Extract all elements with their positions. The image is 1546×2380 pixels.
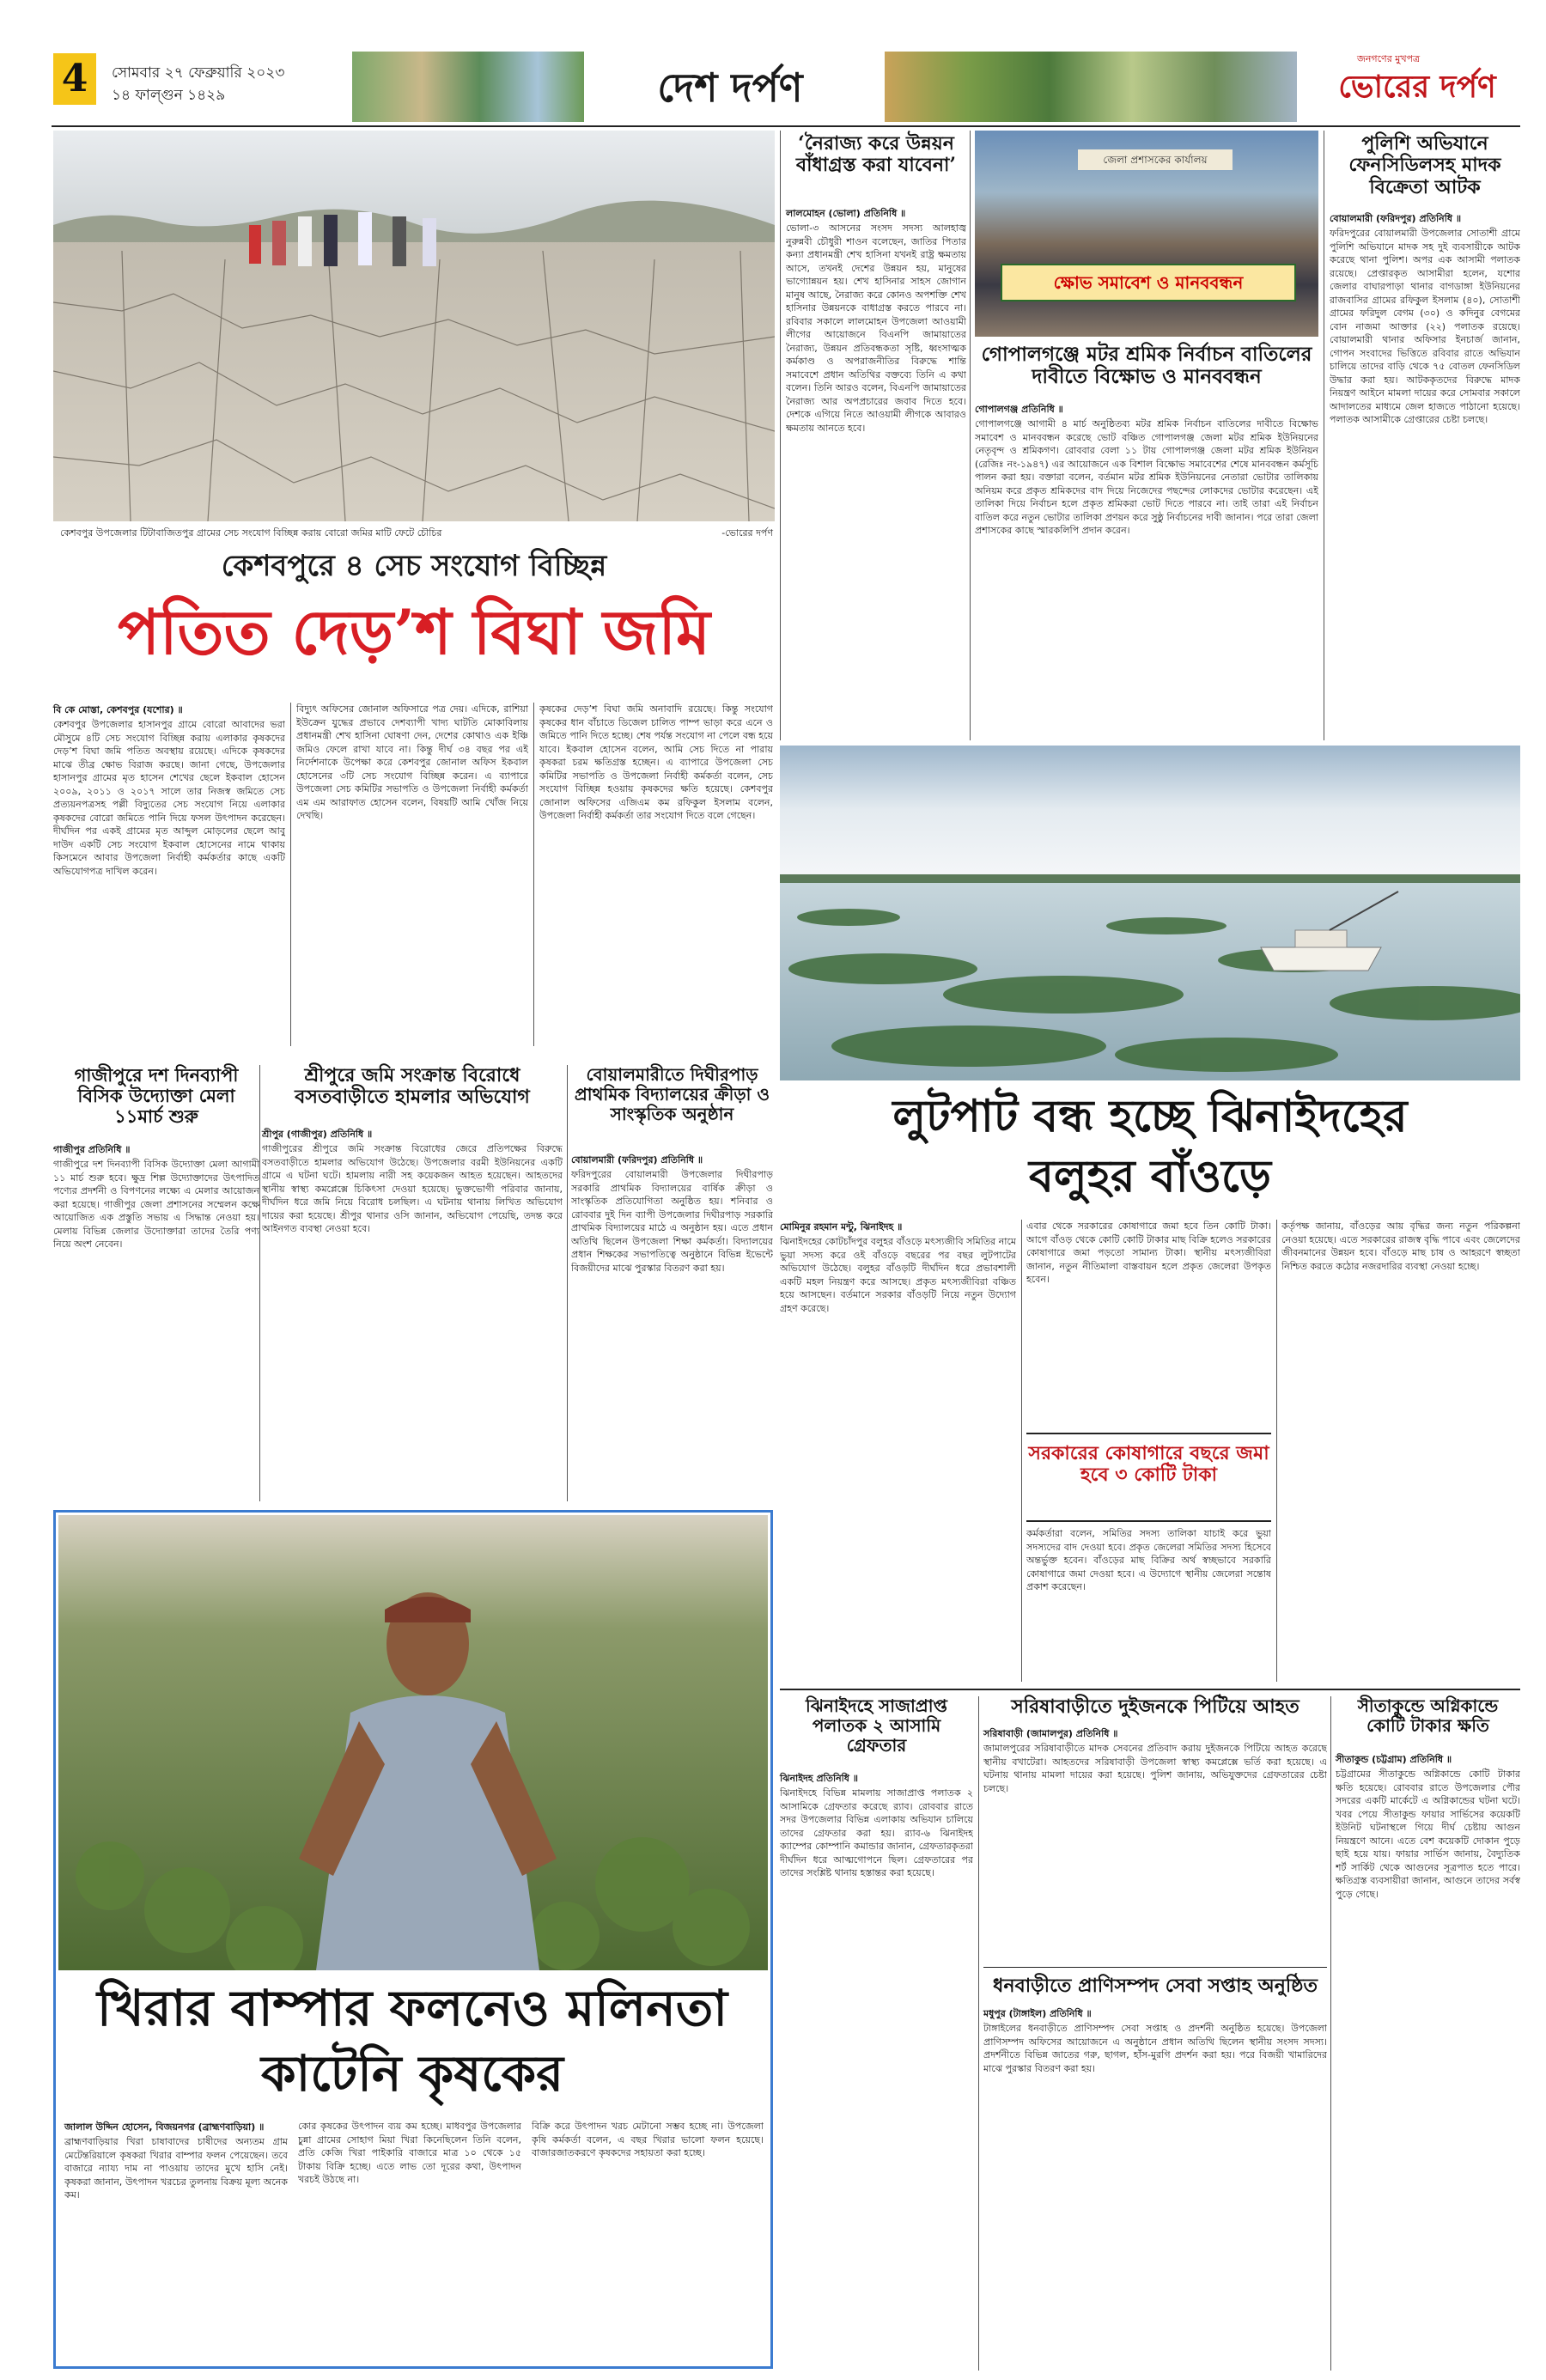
unnayan-byline: লালমোহন (ভোলা) প্রতিনিধি ॥ — [786, 208, 906, 219]
top-photo — [53, 131, 775, 521]
lead-divider-1 — [290, 703, 291, 1046]
boalmari-headline: বোয়ালমারীতে দিঘীরপাড় প্রাথমিক বিদ্যালয়ের ক্রীড়া ও সাংস্কৃতিক অনুষ্ঠান — [574, 1064, 770, 1124]
header-photo-strip-left — [352, 52, 584, 122]
mid-divider-2 — [567, 1065, 568, 1501]
lead-kicker: কেশবপুরে ৪ সেচ সংযোগ বিচ্ছিন্ন — [221, 549, 607, 583]
gopalganj-body: গোপালগঞ্জে আগামী ৪ মার্চ অনুষ্ঠিতব্য মটর শ্রমিক নির্বাচন বাতিলের দাবীতে বিক্ষোভ সমাবেশ ও মানববন্ধন করেছে ভোট বঞ্চিত গোপালগঞ্জ জেলা মটর শ্রমিক ইউনিয়নের নেতৃবৃন্দ ও শ্রমিকগণ। রোববার বেলা ১১ টায় গোপালগঞ্জ জেলা মটর শ্রমিক ইউনিয়ন (রেজিঃ নং-১৯৪৭) এর আয়োজনে এক বিশাল বিক্ষোভ সমাবেশের শেষে মানববন্ধন কর্মসূচি পালন করা হয়। বক্তারা বলেন, বর্তমান মটর শ্রমিক ইউনিয়নের নেতারা ভোটার তালিকায় অনিয়ম করে প্রকৃত শ্রমিকদের বাদ দিয়ে নিজেদের পছন্দের লোকদের ভোটার করেছেন। এই তালিকা দিয়ে নির্বাচন হলে প্রকৃত শ্রমিকরা ভোট দিতে পারবে না। তাই তারা এই নির্বাচন বাতিল করে নতুন ভোটার তালিকা প্রণয়ন করে সুষ্ঠু নির্বাচনের দাবী জানান। পরে তারা জেলা প্রশাসকের কাছে স্মারকলিপি প্রদান করেন। — [975, 418, 1318, 536]
sharishabari-headline: সরিষাবাড়ীতে দুইজনকে পিটিয়ে আহত — [1011, 1695, 1299, 1718]
boalmari-body: ফরিদপুরের বোয়ালমারী উপজেলার দিঘীরপাড় সরকারি প্রাথমিক বিদ্যালয়ের বার্ষিক ক্রীড়া ও সাংস্কৃতিক প্রতিযোগিতা অনুষ্ঠিত হয়। শনিবার ও রোববার দুই দিন ব্যাপী উপজেলার দিঘীরপাড় সরকারি প্রাথমিক বিদ্যালয়ের মাঠে এ অনুষ্ঠান হয়। এতে প্রধান অতিথি ছিলেন উপজেলা শিক্ষা কর্মকর্তা। বিদ্যালয়ের প্রধান শিক্ষকের সভাপতিত্বে অনুষ্ঠানে বিভিন্ন ইভেন্টে বিজয়ীদের মাঝে পুরস্কার বিতরণ করা হয়। — [571, 1169, 773, 1274]
unnayan-body: ভোলা-৩ আসনের সংসদ সদস্য আলহাজ্ব নুরুন্নবী চৌধুরী শাওন বলেছেন, জাতির পিতার কন্যা প্রধানমন্ত্রী শেখ হাসিনা যখনই রাষ্ট্র ক্ষমতায় আসে, তখনই দেশের উন্নয়ন হয়, মানুষের ভাগ্যোন্নয়ন হয়। শেখ হাসিনার সাহস জোগান মানুষ আছে, নৈরাজ্য করে কোনও অপশক্তি শেখ হাসিনার উন্নয়নকে বাধাগ্রস্ত করতে পারবে না। রবিবার সকালে লালমোহন উপজেলা আওয়ামী লীগের আয়োজনে বিএনপি জামায়াতের নৈরাজ্য, উন্নয়ন প্রতিবন্ধকতা সৃষ্টি, ধ্বংসাত্মক কর্মকাণ্ড ও অপরাজনীতির বিরুদ্ধে শান্তি সমাবেশে প্রধান অতিথির বক্তব্যে তিনি এ কথা বলেন। তিনি আরও বলেন, বিএনপি জামায়াতের নৈরাজ্য আর অপপ্রচারের জবাব দিতে হবে। দেশকে এগিয়ে নিতে আওয়ামী লীগকে আবারও ক্ষমতায় আনতে হবে। — [786, 222, 966, 434]
page-header — [0, 0, 1546, 129]
boat-photo — [780, 746, 1520, 1080]
col-divider-top-1 — [780, 131, 781, 740]
sitakunda-body: চট্টগ্রামের সীতাকুন্ডে অগ্নিকান্ডে কোটি টাকার ক্ষতি হয়েছে। রোববার রাতে উপজেলার পৌর সদরের একটি মার্কেটে এ অগ্নিকান্ডের ঘটনা ঘটে। খবর পেয়ে সীতাকুন্ড ফায়ার সার্ভিসের কয়েকটি ইউনিট ঘটনাস্থলে গিয়ে দীর্ঘ চেষ্টায় আগুন নিয়ন্ত্রণে আনে। এতে বেশ কয়েকটি দোকান পুড়ে ছাই হয়ে যায়। ফায়ার সার্ভিস জানায়, বৈদ্যুতিক শর্ট সার্কিট থেকে আগুনের সূত্রপাত হতে পারে। ক্ষতিগ্রস্ত ব্যবসায়ীরা জানান, আগুনে তাদের সর্বস্ব পুড়ে গেছে। — [1336, 1768, 1520, 1900]
date-line-1: সোমবার ২৭ ফেব্রুয়ারি ২০২৩ — [112, 64, 285, 82]
khira-col-3: বিক্রি করে উৎপাদন খরচ মেটানো সম্ভব হচ্ছে না। উপজেলা কৃষি কর্মকর্তা বলেন, এ বছর খিরার ভালো ফলন হয়েছে। বাজারজাতকরণে কৃষকদের সহায়তা করা হচ্ছে। — [532, 2121, 764, 2158]
page-number: 4 — [53, 53, 96, 105]
dhanbari-byline: মধুপুর (টাঙ্গাইল) প্রতিনিধি ॥ — [983, 2008, 1092, 2019]
farmer-photo — [58, 1515, 768, 1970]
baor-lake-image — [780, 746, 1520, 1080]
khira-col-2: কাের কৃষকের উৎপাদন ব্যয় কম হচ্ছে। মাধবপুর উপজেলার চুন্না গ্রামের সোহাগ মিয়া খিরা কিনেছিলেন তিনি বলেন, প্রতি কেজি খিরা পাইকারি বাজারে মাত্র ১০ থেকে ১৫ টাকায় বিক্রি হচ্ছে। এতে লাভ তো দূরের কথা, উৎপাদন খরচই উঠছে না। — [298, 2121, 521, 2185]
unnayan-headline: ‘নৈরাজ্য করে উন্নয়ন বাঁধাগ্রস্ত করা যাবেনা’ — [795, 132, 957, 177]
baor-headline-1: লুটপাট বন্ধ হচ্ছে ঝিনাইদহের — [892, 1090, 1408, 1142]
section-title: দেশ দর্পণ — [657, 64, 803, 111]
baor-col-1: ঝিনাইদহের কোটচাঁদপুর বলুহর বাঁওড়ে মৎস্যজীবি সমিতির নামে ভুয়া সদস্য করে ওই বাঁওড়ে বছরের পর বছর লুটপাটের অভিযোগ উঠেছে। বলুহর বাঁওড়টি দীর্ঘদিন ধরে প্রভাবশালী একটি মহল নিয়ন্ত্রণ করে আসছে। প্রকৃত মৎস্যজীবিরা বঞ্চিত হয়ে আসছেন। বর্তমানে সরকার বাঁওড়টি নিয়ে নতুন উদ্যোগ গ্রহণ করেছে। — [780, 1236, 1016, 1314]
mid-divider-1 — [259, 1065, 260, 1501]
baor-boxed-headline — [1026, 1433, 1271, 1522]
sharishabari-body: জামালপুরের সরিষাবাড়ীতে মাদক সেবনের প্রতিবাদ করায় দুইজনকে পিটিয়ে আহত করেছে স্থানীয় বখাটেরা। আহতদের সরিষাবাড়ী উপজেলা স্বাস্থ্য কমপ্লেক্সে ভর্তি করা হয়েছে। এ ঘটনায় থানায় মামলা দায়ের করা হয়েছে। পুলিশ জানায়, অভিযুক্তদের গ্রেফতারের চেষ্টা চলছে। — [983, 1743, 1327, 1794]
col-divider-top-2 — [970, 131, 971, 740]
arrest-headline: ঝিনাইদহে সাজাপ্রাপ্ত পলাতক ২ আসামি গ্রেফতার — [806, 1695, 947, 1756]
baor-byline: মোমিনুর রহমান মন্টু, ঝিনাইদহ ॥ — [780, 1221, 903, 1233]
khira-byline: জালাল উদ্দিন হোসেন, বিজয়নগর (ব্রাহ্মণবাড়িয়া) ॥ — [64, 2121, 265, 2133]
khira-col-1: ব্রাহ্মণবাড়িয়ার খিরা চাষাবাদের চাষীদের অন্যতম গ্রাম মেটেন্তরিয়ালে কৃষকরা খিরার বাম্পার ফলন পেয়েছেন। তবে বাজারে ন্যায্য দাম না পাওয়ায় তাদের মুখে হাসি নেই। কৃষকরা জানান, উৎপাদন খরচের তুলনায় বিক্রয় মূল্য অনেক কম। — [64, 2136, 288, 2200]
gopalganj-byline: গোপালগঞ্জ প্রতিনিধি ॥ — [975, 404, 1063, 415]
gopalganj-headline: গোপালগঞ্জে মটর শ্রমিক নির্বাচন বাতিলের দাবীতে বিক্ষোভ ও মানববন্ধন — [981, 343, 1312, 389]
sreepur-headline: শ্রীপুরে জমি সংক্রান্ত বিরোধে বসতবাড়ীতে হামলার অভিযোগ — [295, 1064, 530, 1109]
gopalganj-photo-banner-top: জেলা প্রশাসকের কার্যালয় — [1078, 149, 1233, 170]
date-line-2: ১৪ ফাল্গুন ১৪২৯ — [112, 87, 226, 104]
sreepur-body: গাজীপুরের শ্রীপুরে জমি সংক্রান্ত বিরোধের জেরে প্রতিপক্ষের বিরুদ্ধে বসতবাড়ীতে হামলার অভিযোগ উঠেছে। উপজেলার বরমী ইউনিয়নের একটি গ্রামে এ ঘটনা ঘটে। হামলায় নারী সহ কয়েকজন আহত হয়েছেন। আহতদের স্থানীয় স্বাস্থ্য কমপ্লেক্সে চিকিৎসা দেওয়া হয়েছে। ভুক্তভোগী পরিবার জানায়, দীর্ঘদিন ধরে জমি নিয়ে বিরোধ চলছিল। এ ঘটনায় থানায় লিখিত অভিযোগ দায়ের করা হয়েছে। শ্রীপুর থানার ওসি জানান, অভিযোগ পেয়েছি, তদন্ত করে আইনগত ব্যবস্থা নেওয়া হবে। — [262, 1143, 563, 1234]
police-headline: পুলিশি অভিযানে ফেনসিডিলসহ মাদক বিক্রেতা আটক — [1348, 132, 1501, 198]
lower-rule — [780, 1689, 1520, 1690]
gopalganj-photo-banner: ক্ষোভ সমাবেশ ও মানববন্ধন — [1001, 264, 1296, 301]
lead-divider-2 — [533, 703, 534, 1046]
header-rule — [52, 125, 1520, 127]
baor-divider-2 — [1276, 1220, 1277, 1682]
dhanbari-body: টাঙ্গাইলের ধনবাড়ীতে প্রাণিসম্পদ সেবা সপ্তাহ ও প্রদর্শনী অনুষ্ঠিত হয়েছে। উপজেলা প্রাণিসম্পদ অফিসের আয়োজনে এ অনুষ্ঠানে প্রধান অতিথি ছিলেন স্থানীয় সংসদ সদস্য। প্রদর্শনীতে বিভিন্ন জাতের গরু, ছাগল, হাঁস-মুরগি প্রদর্শন করা হয়। পরে বিজয়ী খামারিদের মাঝে পুরস্কার বিতরণ করা হয়। — [983, 2023, 1327, 2074]
top-photo-caption: কেশবপুর উপজেলার টিটাবাজিতপুর গ্রামের সেচ সংযোগ বিচ্ছিন্ন করায় বোরো জমির মাটি ফেটে চৌচির — [60, 527, 442, 539]
arrest-body: ঝিনাইদহে বিভিন্ন মামলায় সাজাপ্রাপ্ত পলাতক ২ আসামিকে গ্রেফতার করেছে র‌্যাব। রোববার রাতে সদর উপজেলার বিভিন্ন এলাকায় অভিযান চালিয়ে তাদের গ্রেফতার করা হয়। র‌্যাব-৬ ঝিনাইদহ ক্যাম্পের কোম্পানি কমান্ডার জানান, গ্রেফতারকৃতরা দীর্ঘদিন ধরে আত্মগোপনে ছিল। গ্রেফতারের পর তাদের সংশ্লিষ্ট থানায় হস্তান্তর করা হয়েছে। — [780, 1787, 973, 1878]
baor-col-2b: কর্মকর্তারা বলেন, সমিতির সদস্য তালিকা যাচাই করে ভুয়া সদস্যদের বাদ দেওয়া হবে। প্রকৃত জেলেরা সমিতির সদস্য হিসেবে অন্তর্ভুক্ত হবেন। বাঁওড়ের মাছ বিক্রির অর্থ স্বচ্ছভাবে সরকারি কোষাগারে জমা দেওয়া হবে। এ উদ্যোগে স্থানীয় জেলেরা সন্তোষ প্রকাশ করেছেন। — [1026, 1528, 1271, 1592]
sharishabari-byline: সরিষাবাড়ী (জামালপুর) প্রতিনিধি ॥ — [983, 1728, 1118, 1739]
header-photo-strip-right — [885, 52, 1297, 122]
sitakunda-byline: সীতাকুন্ড (চট্টগ্রাম) প্রতিনিধি ॥ — [1336, 1754, 1452, 1765]
lead-byline: বি কে মোস্তা, কেশবপুর (যশোর) ॥ — [53, 704, 183, 715]
lead-col-3: কৃষকের দেড়’শ বিঘা জমি অনাবাদি রয়েছে। কিন্তু সংযোগ কৃষকের ধান বাঁচাতে ডিজেল চালিত পাম্প ভাড়া করে এনে ও জমিতে পানি দিতে হচ্ছে। শেষ পর্যন্ত সংযোগ না পেলে বন্ধ হয়ে যাবে। ইকবাল হোসেন বলেন, আমি সেচ দিতে না পারায় কৃষকরা চরম ক্ষতিগ্রস্ত হচ্ছেন। এ ব্যাপারে উপজেলা সেচ কমিটির সভাপতি ও উপজেলা নির্বাহী কর্মকর্তা বলেন, সেচ সংযোগ বিচ্ছিন্ন হওয়ায় কৃষকদের ক্ষতি হয়েছে। কেশবপুর জোনাল অফিসের এজিএম কম রফিকুল ইসলাম বলেন, উপজেলা নির্বাহী কর্মকর্তা তার সংযোগ দিতে বলে গেছেন। — [539, 703, 773, 821]
police-body: ফরিদপুরের বোয়ালমারী উপজেলার সোতাশী গ্রামে পুলিশি অভিযানে মাদক সহ দুই ব্যবসায়ীকে আটক করেছে থানা পুলিশ। অপর এক আসামী পলাতক রয়েছে। প্রেপ্তারকৃত আসামীরা হলেন, যশোর জেলার বাঘারপাড়া থানার বাগডাঙ্গা ইউনিয়নের রাজবাসির গ্রামের রফিকুল ইসলাম (৪০), সোতাশী গ্রামের ফরিদুল বেগম (৩০) ও কদিনুর বেগমের বোন নাজমা আক্তার (২২) পলাতক রয়েছে। বোয়ালমারী থানার অফিসার ইনচার্জ জানান, গোপন সংবাদের ভিত্তিতে রবিবার রাতে অভিযান চালিয়ে তাদের বাড়ি থেকে ৭৫ বোতল ফেনসিডিল উদ্ধার করা হয়। আটককৃতদের বিরুদ্ধে মাদক নিয়ন্ত্রণ আইনে মামলা দায়ের করে সোমবার সকালে আদালতের মাধ্যমে জেল হাজতে পাঠানো হয়েছে। পলাতক আসামীকে গ্রেপ্তারের চেষ্টা চলছে। — [1330, 228, 1520, 425]
sreepur-byline: শ্রীপুর (গাজীপুর) প্রতিনিধি ॥ — [262, 1129, 373, 1140]
khira-headline: খিরার বাম্পার ফলনেও মলিনতা কাটেনি কৃষকের — [96, 1979, 728, 2103]
baor-col-2: এবার থেকে সরকারের কোষাগারে জমা হবে তিন কোটি টাকা। আগে বাঁওড় থেকে কোটি কোটি টাকার মাছ বিক্রি হলেও সরকারের কোষাগারে জমা পড়তো সামান্য টাকা। স্থানীয় মৎস্যজীবিরা জানান, নতুন নীতিমালা বাস্তবায়ন হলে প্রকৃত জেলেরা উপকৃত হবেন। — [1026, 1220, 1271, 1285]
lead-col-1: কেশবপুর উপজেলার হাসানপুর গ্রামে বোরো আবাদের ভরা মৌসুমে ৪টি সেচ সংযোগ বিচ্ছিন্ন করায় এলাকার কৃষকদের দেড়’শ বিঘা জমি পতিত অবস্থায় রয়েছে। এদিকে কৃষকদের মাঝে তীব্র ক্ষোভ বিরাজ করছে। জানা গেছে, উপজেলার হাসানপুর গ্রামের মৃত হাসেন শেখের ছেলে ইকবাল হোসেন ২০০৯, ২০১১ ও ২০১৭ সালে তার নিজস্ব জমিতে সেচ প্রত্যয়নপত্রসহ পল্লী বিদ্যুতের সেচ সংযোগ নিয়ে এলাকার কৃষকদের বোরো জমিতে পানি দিয়ে ফসল উৎপাদন করেছেন। দীর্ঘদিন পর একই গ্রামের মৃত আব্দুল মোড়লের ছেলে আবু দাউদ একটি সেচ সংযোগ ইকবাল হোসেনের নামে থাকায় কিসমেনে আবার উপজেলা নির্বাহী কর্মকর্তার কাছে একটি অভিযোগপত্র দাখিল করেন। — [53, 719, 285, 877]
baor-headline-2: বলুহর বাঁওড়ে — [1028, 1150, 1272, 1202]
arrest-byline: ঝিনাইদহ প্রতিনিধি ॥ — [780, 1773, 859, 1784]
top-photo-credit: -ভোরের দর্পণ — [721, 527, 773, 539]
gazipur-byline: গাজীপুর প্রতিনিধি ॥ — [53, 1144, 131, 1155]
lead-col-2: বিদ্যুৎ অফিসের জোনাল অফিসারে পত্র দেয়। এদিকে, রাশিয়া ইউক্রেন যুদ্ধের প্রভাবে দেশব্যাপী খাদ্য ঘাটতি মোকাবিলায় প্রধানমন্ত্রী শেখ হাসিনা ঘোষণা দেন, দেশের কোথাও এক ইঞ্চি জমিও ফেলে রাখা যাবে না। কিন্তু দীর্ঘ ৩৪ বছর পর এই নির্দেশনাকে উপেক্ষা করে কেশবপুর জোনাল অফিস ইকবাল হোসেনের ৩টি সেচ সংযোগ বিচ্ছিন্ন করেন। এ ব্যাপারে উপজেলা সেচ কমিটির সভাপতি ও উপজেলা নির্বাহী কর্মকর্তা এম এম আরাফাত হোসেন বলেন, বিষয়টি আমি খোঁজ নিয়ে দেখছি। — [296, 703, 528, 821]
lower-divider-2 — [1330, 1696, 1331, 2371]
dhanbari-rule — [983, 1967, 1327, 1968]
gopalganj-photo — [975, 131, 1318, 337]
sitakunda-headline: সীতাকুন্ডে অগ্নিকান্ডে কোটি টাকার ক্ষতি — [1357, 1695, 1499, 1736]
dhanbari-headline: ধনবাড়ীতে প্রাণিসম্পদ সেবা সপ্তাহ অনুষ্ঠিত — [992, 1975, 1318, 1997]
gazipur-headline: গাজীপুরে দশ দিনব্যাপী বিসিক উদ্যোক্তা মেলা ১১মার্চ শুরু — [74, 1064, 239, 1128]
lower-divider-1 — [978, 1696, 979, 2371]
lead-headline: পতিত দেড়’শ বিঘা জমি — [118, 595, 710, 668]
tagline: জনগণের মুখপত্র — [1357, 53, 1421, 64]
boalmari-byline: বোয়ালমারী (ফরিদপুর) প্রতিনিধি ॥ — [571, 1154, 703, 1166]
baor-col-3: কর্তৃপক্ষ জানায়, বাঁওড়ের আয় বৃদ্ধির জন্য নতুন পরিকল্পনা নেওয়া হয়েছে। এতে সরকারের রাজস্ব বৃদ্ধি পাবে এবং জেলেদের জীবনমানের উন্নয়ন হবে। বাঁওড়ে মাছ চাষ ও আহরণে স্বচ্ছতা নিশ্চিত করতে কঠোর নজরদারির ব্যবস্থা নেওয়া হচ্ছে। — [1281, 1220, 1520, 1272]
cracked-field-image — [53, 131, 775, 521]
masthead-logo: ভোরের দর্পণ — [1338, 69, 1496, 105]
cucumber-field-image — [58, 1515, 768, 1970]
gazipur-body: গাজীপুরে দশ দিনব্যাপী বিসিক উদ্যোক্তা মেলা আগামী ১১ মার্চ শুরু হবে। ক্ষুদ্র শিল্প উদ্যোক্তাদের উৎপাদিত পণ্যের প্রদর্শনী ও বিপণনের লক্ষ্যে এ মেলার আয়োজন করা হয়েছে। গাজীপুর জেলা প্রশাসনের সম্মেলন কক্ষে আয়োজিত এক প্রস্তুতি সভায় এ সিদ্ধান্ত নেওয়া হয়। মেলায় বিভিন্ন জেলার উদ্যোক্তারা তাদের তৈরি পণ্য নিয়ে অংশ নেবেন। — [53, 1159, 259, 1250]
police-byline: বোয়ালমারী (ফরিদপুর) প্রতিনিধি ॥ — [1330, 213, 1462, 224]
baor-divider-1 — [1021, 1220, 1022, 1682]
baor-boxed-headline-text: সরকারের কোষাগারে বছরে জমা হবে ৩ কোটি টাকা — [1028, 1442, 1269, 1487]
